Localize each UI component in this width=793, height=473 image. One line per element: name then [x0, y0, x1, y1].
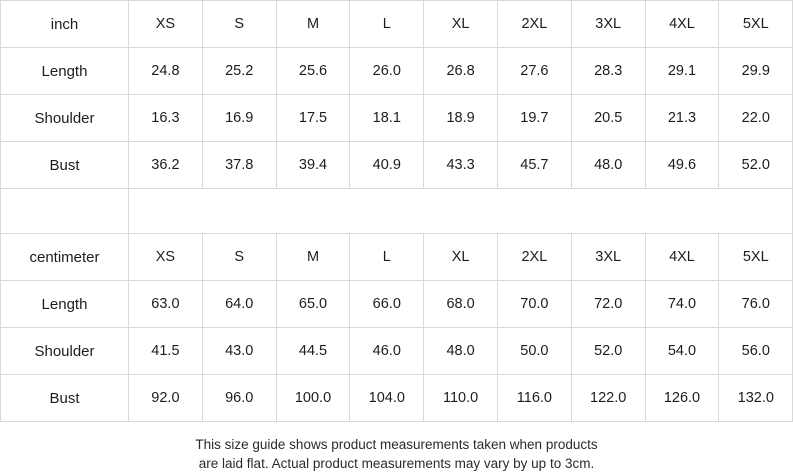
cell: 18.9: [424, 95, 498, 142]
table-row: [1, 281, 793, 328]
cell: 74.0: [645, 281, 719, 328]
cell: 26.0: [350, 48, 424, 95]
table-row: [1, 95, 793, 142]
cell: 37.8: [202, 142, 276, 189]
cell: 52.0: [571, 328, 645, 375]
cell: 65.0: [276, 281, 350, 328]
cell: 126.0: [645, 375, 719, 422]
column-header: XS: [129, 1, 203, 48]
cell: 68.0: [424, 281, 498, 328]
unit-label-centimeter: centimeter: [1, 234, 129, 281]
column-header: XL: [424, 1, 498, 48]
cell: 64.0: [202, 281, 276, 328]
cell: 40.9: [350, 142, 424, 189]
cell: 63.0: [129, 281, 203, 328]
cell: 27.6: [497, 48, 571, 95]
cell: 66.0: [350, 281, 424, 328]
cell: 24.8: [129, 48, 203, 95]
cell: 56.0: [719, 328, 793, 375]
cell: 52.0: [719, 142, 793, 189]
cell: 49.6: [645, 142, 719, 189]
table-header-row: [1, 234, 793, 281]
column-header: 4XL: [645, 234, 719, 281]
cell: 132.0: [719, 375, 793, 422]
cell: 18.1: [350, 95, 424, 142]
table-row: [1, 142, 793, 189]
note-line-2: are laid flat. Actual product measurements may vary by up to 3cm.: [198, 456, 595, 471]
cell: 92.0: [129, 375, 203, 422]
cell: 116.0: [497, 375, 571, 422]
cell: 29.9: [719, 48, 793, 95]
cell: 20.5: [571, 95, 645, 142]
cell: 48.0: [424, 328, 498, 375]
cell: 70.0: [497, 281, 571, 328]
column-header: XL: [424, 234, 498, 281]
size-table-centimeter: [0, 233, 793, 422]
row-label: Shoulder: [1, 328, 129, 375]
cell: 19.7: [497, 95, 571, 142]
table-row: [1, 328, 793, 375]
row-label: Length: [1, 281, 129, 328]
cell: 43.0: [202, 328, 276, 375]
cell: 39.4: [276, 142, 350, 189]
table-header-row: [1, 1, 793, 48]
cell: 26.8: [424, 48, 498, 95]
row-label: Bust: [1, 142, 129, 189]
size-guide-note: [0, 422, 793, 473]
cell: 16.3: [129, 95, 203, 142]
cell: 50.0: [497, 328, 571, 375]
cell: 22.0: [719, 95, 793, 142]
column-header: M: [276, 1, 350, 48]
cell: 25.2: [202, 48, 276, 95]
cell: 28.3: [571, 48, 645, 95]
cell: 48.0: [571, 142, 645, 189]
table-row: [1, 48, 793, 95]
note-line-1: This size guide shows product measurements taken when products: [195, 437, 598, 452]
column-header: M: [276, 234, 350, 281]
column-header: 4XL: [645, 1, 719, 48]
column-header: 2XL: [497, 1, 571, 48]
row-label: Length: [1, 48, 129, 95]
column-header: 3XL: [571, 1, 645, 48]
cell: 17.5: [276, 95, 350, 142]
cell: 43.3: [424, 142, 498, 189]
column-header: 3XL: [571, 234, 645, 281]
cell: 29.1: [645, 48, 719, 95]
table-row: [1, 375, 793, 422]
cell: 41.5: [129, 328, 203, 375]
cell: 110.0: [424, 375, 498, 422]
cell: 44.5: [276, 328, 350, 375]
cell: 76.0: [719, 281, 793, 328]
column-header: S: [202, 1, 276, 48]
size-table-inch: [0, 0, 793, 189]
row-label: Shoulder: [1, 95, 129, 142]
cell: 46.0: [350, 328, 424, 375]
table-separator: [0, 189, 793, 233]
cell: 54.0: [645, 328, 719, 375]
row-label: Bust: [1, 375, 129, 422]
column-header: L: [350, 234, 424, 281]
cell: 16.9: [202, 95, 276, 142]
cell: 104.0: [350, 375, 424, 422]
cell: 100.0: [276, 375, 350, 422]
column-header: 5XL: [719, 234, 793, 281]
column-header: S: [202, 234, 276, 281]
column-header: 5XL: [719, 1, 793, 48]
cell: 96.0: [202, 375, 276, 422]
unit-label-inch: inch: [1, 1, 129, 48]
cell: 21.3: [645, 95, 719, 142]
cell: 122.0: [571, 375, 645, 422]
column-header: L: [350, 1, 424, 48]
cell: 72.0: [571, 281, 645, 328]
cell: 36.2: [129, 142, 203, 189]
cell: 45.7: [497, 142, 571, 189]
column-header: 2XL: [497, 234, 571, 281]
cell: 25.6: [276, 48, 350, 95]
column-header: XS: [129, 234, 203, 281]
